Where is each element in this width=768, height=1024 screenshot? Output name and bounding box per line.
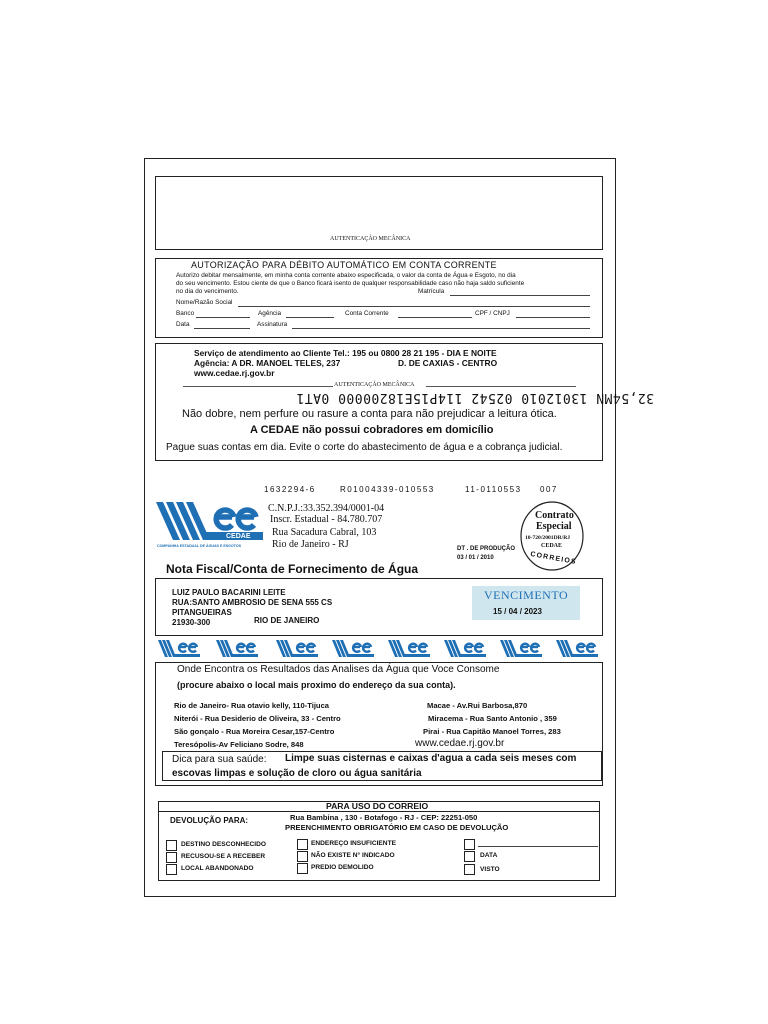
cedae-logo [156,502,266,552]
warning-fold: Não dobre, nem perfure ou rasure a conta para não prejudicar a leitura ótica. [182,408,557,420]
results-left-1: Rio de Janeiro- Rua otavio kelly, 110-Tijuca [174,701,330,710]
service-line-1: Serviço de atendimento ao Cliente Tel.: 195 ou 0800 28 21 195 - DIA E NOITE [194,348,497,358]
results-left-4: Teresópolis-Av Feliciano Sodre, 848 [174,740,304,749]
results-right-3: Pirai - Rua Capitão Manoel Torres, 283 [423,727,561,736]
checkbox-demolido[interactable] [297,863,308,874]
assinatura-label: Assinatura [257,321,288,328]
cedae-small-logo-icon [276,640,318,658]
cedae-logo-subtitle: COMPANHIA ESTADUAL DE ÁGUAS E ESGOTOS [157,544,242,548]
customer-cep: 21930-300 [172,618,211,627]
post-title-divider [158,811,600,812]
checkbox-extra[interactable] [464,839,475,850]
results-right-2: Miracema - Rua Santo Antonio , 359 [428,714,557,723]
opt-nao-existe: NÃO EXISTE N° INDICADO [311,852,395,859]
contract-line-1: Contrato [535,510,574,521]
auth-divider-right [426,386,576,387]
banco-field[interactable] [196,317,250,318]
nome-field[interactable] [238,306,590,307]
production-label: DT . DE PRODUÇÃO [457,546,516,552]
opt-demolido: PREDIO DEMOLIDO [311,864,374,871]
debit-text-2: do seu vencimento. Estou ciente de que o Banco ficará isento de qualquer responsabilidade caso não haja saldo suficiente [176,280,525,287]
health-tip-line-1: Limpe suas cisternas e caixas d'agua a cada seis meses com [285,753,577,764]
code-4: 007 [540,485,558,494]
company-cnpj: C.N.P.J.:33.352.394/0001-04 [268,503,385,514]
debit-title: AUTORIZAÇÃO PARA DÉBITO AUTOMÁTICO EM CONTA CORRENTE [191,260,497,270]
matricula-field[interactable] [450,295,590,296]
contract-line-2: Especial [536,521,572,532]
company-address: Rua Sacadura Cabral, 103 [272,527,377,538]
production-date: 03 / 01 / 2010 [457,555,494,561]
cpf-field[interactable] [516,317,590,318]
opt-endereco: ENDEREÇO INSUFICIENTE [311,840,396,847]
conta-field[interactable] [398,317,472,318]
checkbox-nao-existe[interactable] [297,851,308,862]
matricula-label: Matrícula [418,288,445,295]
contract-line-3: 10-720/2001DR/RJ [525,535,571,541]
health-tip-prefix: Dica para sua saúde: [172,754,267,765]
cedae-logo-text: CEDAE [226,533,251,540]
code-3: 11-0110553 [465,485,522,494]
checkbox-data[interactable] [464,851,475,862]
checkbox-abandonado[interactable] [166,864,177,875]
opt-destino: DESTINO DESCONHECIDO [181,841,266,848]
extra-field[interactable] [478,846,598,847]
auth-divider-left [183,386,333,387]
company-city: Rio de Janeiro - RJ [272,539,349,550]
invoice-title: Nota Fiscal/Conta de Fornecimento de Água [166,562,419,576]
cpf-label: CPF / CNPJ [475,310,510,317]
cedae-small-logo-icon [556,640,598,658]
cedae-small-logo-icon [158,640,200,658]
results-left-3: São gonçalo - Rua Moreira Cesar,157-Centro [174,727,335,736]
nome-label: Nome/Razão Social [176,299,233,306]
contract-correios: CORREIOS [529,550,578,567]
debit-text-3: no dia do vencimento. [176,288,239,295]
return-address: Rua Bambina , 130 - Botafogo - RJ - CEP: 22251-050 [290,813,478,822]
return-label: DEVOLUÇÃO PARA: [170,816,249,825]
auth-label-top: AUTENTICAÇÃO MECÂNICA [330,236,411,242]
due-date-label: VENCIMENTO [484,588,569,602]
cedae-small-logo-icon [332,640,374,658]
data-label: Data [176,321,190,328]
service-line-2b: D. DE CAXIAS - CENTRO [398,358,498,368]
agencia-label: Agência [258,310,282,317]
contract-stamp [512,500,592,580]
cedae-small-logo-icon [500,640,542,658]
contract-line-4: CEDAE [541,543,563,549]
company-insc: Inscr. Estadual - 84.780.707 [270,514,383,525]
results-left-2: Niterói - Rua Desiderio de Oliveira, 33 - Centro [174,714,341,723]
assinatura-field[interactable] [292,328,590,329]
results-subtitle: (procure abaixo o local mais proximo do endereço da sua conta). [177,680,456,690]
checkbox-visto[interactable] [464,864,475,875]
service-line-2a: Agência: A DR. MANOEL TELES, 237 [194,358,341,368]
warning-collectors: A CEDAE não possui cobradores em domicílio [250,424,494,436]
auth-label-mid: AUTENTICAÇÃO MECÂNICA [334,382,415,388]
customer-name: LUIZ PAULO BACARINI LEITE [172,588,286,597]
checkbox-recusou[interactable] [166,852,177,863]
service-website: www.cedae.rj.gov.br [194,368,275,378]
mechanical-code: 32,54MN 13012010 02542 114P15E18200000 0AT1 [296,390,655,405]
debit-authorization-box [155,258,603,338]
opt-abandonado: LOCAL ABANDONADO [181,865,254,872]
banco-label: Banco [176,310,195,317]
code-2: R01004339-010553 [340,485,435,494]
results-right-4[interactable]: www.cedae.rj.gov.br [415,738,505,749]
mandatory-note: PREENCHIMENTO OBRIGATÓRIO EM CASO DE DEVOLUÇÃO [285,823,509,832]
cedae-small-logo-icon [216,640,258,658]
opt-visto: VISTO [480,866,500,873]
cedae-small-logo-icon [444,640,486,658]
results-right-1: Macae - Av.Rui Barbosa,870 [427,701,528,710]
checkbox-destino[interactable] [166,840,177,851]
checkbox-endereco[interactable] [297,839,308,850]
post-title: PARA USO DO CORREIO [326,801,429,811]
due-date-value: 15 / 04 / 2023 [493,607,542,616]
health-tip-line-2: escovas limpas e solução de cloro ou água sanitária [172,768,422,779]
opt-recusou: RECUSOU-SE A RECEBER [181,853,266,860]
customer-district: PITANGUEIRAS [172,608,232,617]
conta-label: Conta Corrente [345,310,389,317]
debit-text-1: Autorizo debitar mensalmente, em minha conta corrente abaixo especificada, o valor da conta de Água e Esgoto, no dia [176,272,516,279]
cedae-small-logo-icon [388,640,430,658]
agencia-field[interactable] [286,317,334,318]
code-1: 1632294-6 [264,485,316,494]
data-field[interactable] [194,328,250,329]
customer-city: RIO DE JANEIRO [254,616,320,625]
customer-street: RUA:SANTO AMBROSIO DE SENA 555 CS [172,598,333,607]
opt-data: DATA [480,852,498,859]
warning-pay: Pague suas contas em dia. Evite o corte do abastecimento de água e a cobrança judicial. [166,442,563,453]
results-title: Onde Encontra os Resultados das Analises da Água que Voce Consome [177,664,500,675]
